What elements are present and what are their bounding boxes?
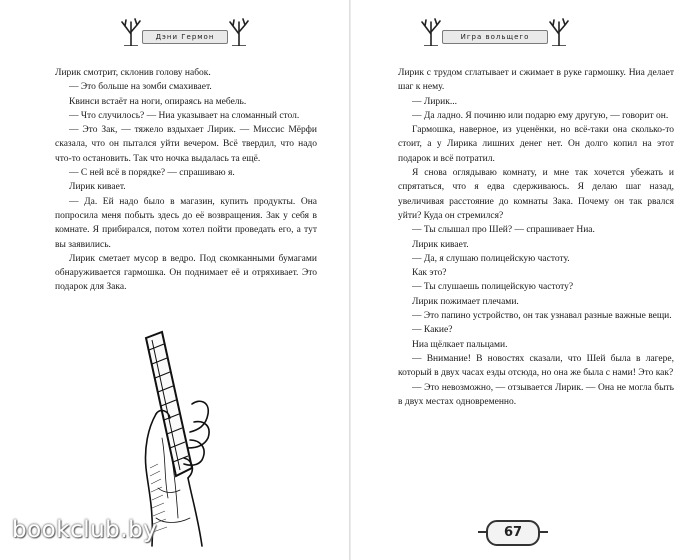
page-number: 67 bbox=[486, 520, 540, 546]
hand-harmonica-illustration bbox=[118, 318, 228, 548]
author-label: Дэни Гермон bbox=[155, 33, 215, 41]
tree-icon bbox=[548, 16, 570, 46]
paragraph: — Это невозможно, — отзывается Лирик. — Она не могла быть в двух местах одновременно. bbox=[398, 382, 674, 407]
title-label: Игра вольщего bbox=[460, 33, 530, 41]
paragraph: — Это папино устройство, он так узнавал разные важные вещи. bbox=[412, 311, 672, 322]
watermark-text: bookclub.by bbox=[12, 517, 158, 543]
paragraph: — Ты слышал про Шей? — спрашивает Ниа. bbox=[412, 225, 595, 236]
right-page bbox=[360, 0, 700, 560]
paragraph: Лирик смотрит, склонив голову набок. bbox=[55, 68, 211, 78]
paragraph: Лирик сметает мусор в ведро. Под скомканными бумагами обнаруживается гармошка. Он поднимает её и отряхивает. Это подарок для Зака. bbox=[55, 253, 317, 293]
page-gutter bbox=[349, 0, 351, 560]
left-body-text bbox=[55, 66, 317, 295]
left-page bbox=[0, 0, 340, 560]
tree-icon bbox=[120, 16, 142, 46]
paragraph: Лирик пожимает плечами. bbox=[412, 296, 519, 307]
paragraph: Как это? bbox=[412, 268, 447, 279]
harmonica-icon bbox=[146, 332, 192, 476]
header-band bbox=[442, 30, 548, 44]
paragraph: — Лирик... bbox=[412, 96, 457, 107]
tree-icon bbox=[420, 16, 442, 46]
tree-icon bbox=[228, 16, 250, 46]
right-running-header bbox=[420, 10, 570, 50]
paragraph: — Что случилось? — Ниа указывает на сломанный стол. bbox=[69, 110, 300, 121]
paragraph: Лирик с трудом сглатывает и сжимает в руке гармошку. Ниа делает шаг к нему. bbox=[398, 68, 674, 93]
paragraph: — Это Зак, — тяжело вздыхает Лирик. — Миссис Мёрфи сказала, что он пытался уйти вечером. Всё твердил, что надо что-то остановить. Так что ночка выдалась та ещё. bbox=[55, 125, 317, 164]
paragraph: — С ней всё в порядке? — спрашиваю я. bbox=[69, 168, 235, 179]
paragraph: — Да. Ей надо было в магазин, купить продукты. Она попросила меня побыть здесь до её возвращения. Зак у себя в комнате. Я прибирался, потом хотел пойти проведать его, а тут вы заявились. bbox=[55, 196, 317, 250]
right-body-text bbox=[398, 66, 674, 409]
paragraph: Ниа щёлкает пальцами. bbox=[412, 339, 508, 350]
paragraph: — Да, я слушаю полицейскую частоту. bbox=[412, 253, 570, 264]
paragraph: Лирик кивает. bbox=[412, 239, 469, 250]
paragraph: Гармошка, наверное, из уценёнки, но всё-таки она сколько-то стоит, а у Лирика лишних денег нет. Он долго копил на этот подарок и всё потратил. bbox=[398, 125, 674, 164]
paragraph: Лирик кивает. bbox=[69, 182, 126, 193]
left-running-header bbox=[120, 10, 250, 50]
paragraph: — Внимание! В новостях сказали, что Шей была в лагере, который в двух часах езды отсюда, но она же была с нами! Это как? bbox=[398, 353, 674, 379]
paragraph: — Ты слушаешь полицейскую частоту? bbox=[412, 282, 574, 293]
paragraph: — Какие? bbox=[412, 325, 453, 336]
paragraph: Я снова оглядываю комнату, и мне так хочется убежать и спрятаться, что я едва сдерживаюсь. Я делаю шаг назад, увеличивая расстояние до комнаты Зака. Почему он так рвался уйти? Куда он стремился? bbox=[398, 168, 674, 221]
paragraph: — Да ладно. Я починю или подарю ему другую, — говорит он. bbox=[412, 110, 669, 121]
paragraph: Квинси встаёт на ноги, опираясь на мебель. bbox=[69, 96, 247, 107]
header-band bbox=[142, 30, 228, 44]
paragraph: — Это больше на зомби смахивает. bbox=[69, 82, 212, 93]
